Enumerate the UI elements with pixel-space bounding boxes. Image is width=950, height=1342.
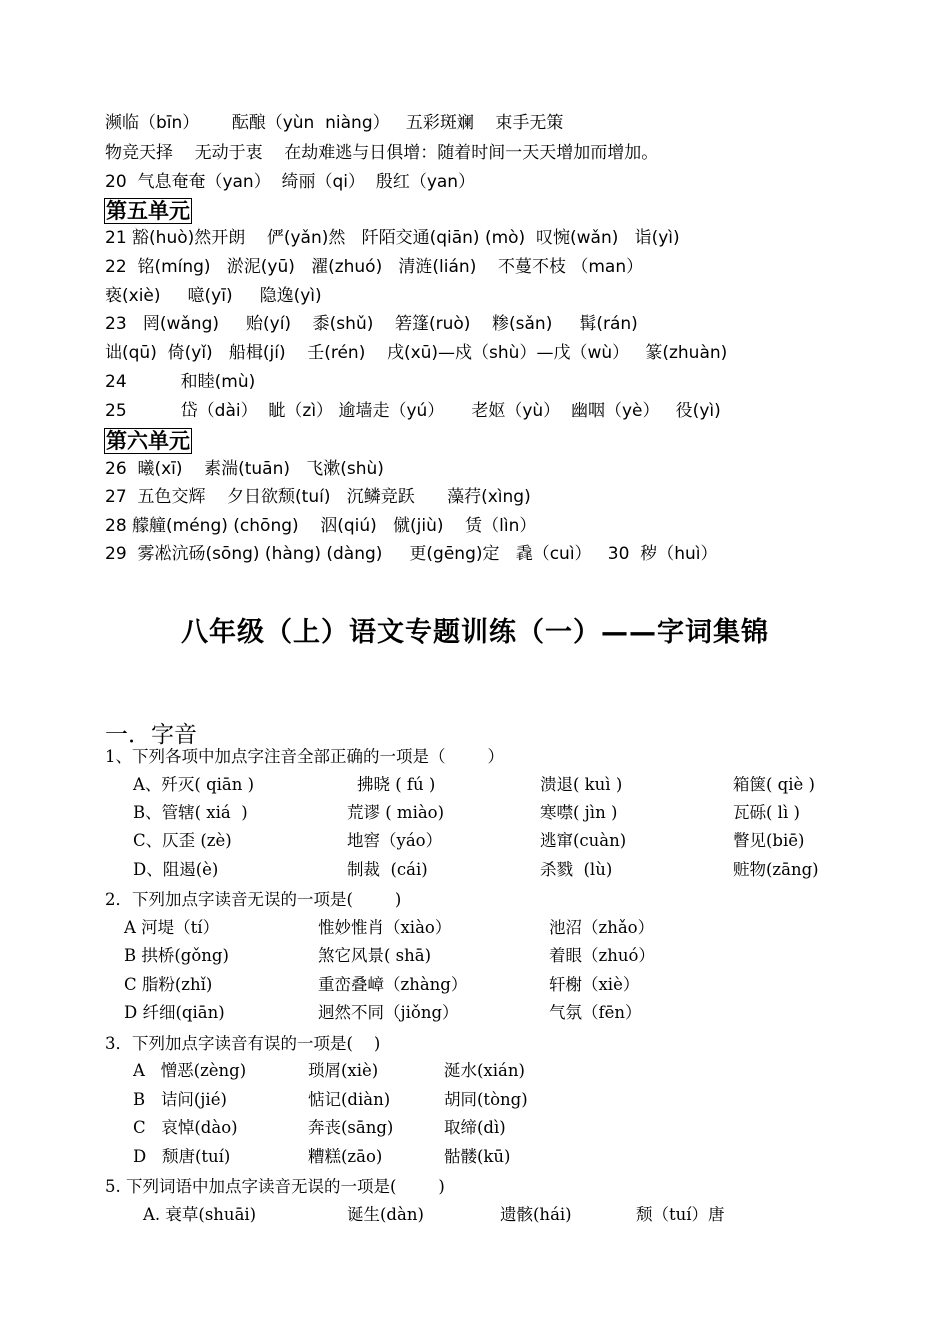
question-stem: 3．下列加点字读音有误的一项是( ): [105, 1034, 381, 1053]
option-cell: B 拱桥(gǒng): [124, 946, 229, 965]
option-cell: 拂晓 ( fú ): [357, 775, 436, 794]
unit-five-heading: 第五单元: [106, 199, 190, 223]
option-cell: 轩榭（xiè）: [549, 975, 640, 994]
option-cell: 煞它风景( shā): [318, 946, 432, 965]
option-cell: 取缔(dì): [444, 1118, 506, 1137]
option-cell: 逃窜(cuàn): [540, 831, 627, 850]
vocab-line: 22 铭(míng) 淤泥(yū) 濯(zhuó) 清涟(lián) 不蔓不枝 （man）: [105, 257, 644, 277]
option-cell: 瞥见(biē): [733, 831, 805, 850]
page-title: 八年级（上）语文专题训练（一）——字词集锦: [181, 617, 769, 648]
option-cell: D、阻遏(è): [133, 860, 219, 879]
option-cell: 赃物(zāng): [733, 860, 819, 879]
option-cell: 瓦砾( lì ): [733, 803, 800, 822]
option-cell: 着眼（zhuó）: [549, 946, 655, 965]
option-cell: A 憎恶(zèng): [133, 1061, 247, 1080]
option-cell: 迥然不同（jiǒng）: [318, 1003, 459, 1022]
option-cell: 溃退( kuì ): [540, 775, 623, 794]
option-cell: 荒谬 ( miào): [347, 803, 445, 822]
option-cell: 胡同(tòng): [444, 1090, 528, 1109]
question-stem: 2．下列加点字读音无误的一项是( ): [105, 890, 402, 909]
option-cell: C 哀悼(dào): [133, 1118, 238, 1137]
option-cell: 地窖（yáo）: [347, 831, 443, 850]
option-cell: B 诘问(jié): [133, 1090, 227, 1109]
vocab-line: 25 岱（dài） 眦（zì） 逾墙走（yú） 老妪（yù） 幽咽（yè） 役(yì): [105, 401, 721, 421]
option-cell: 惟妙惟肖（xiào）: [318, 918, 452, 937]
option-cell: 制裁 (cái): [347, 860, 428, 879]
option-cell: 颓（tuí）唐: [636, 1205, 725, 1224]
option-cell: 池沼（zhǎo）: [549, 918, 655, 937]
option-cell: 箱箧( qiè ): [733, 775, 815, 794]
option-cell: 琐屑(xiè): [308, 1061, 379, 1080]
option-cell: 糟糕(zāo): [308, 1147, 383, 1166]
vocab-line: 23 罔(wǎng) 贻(yí) 黍(shǔ) 箬篷(ruò) 糁(sǎn) 髯(rán): [105, 314, 638, 334]
option-cell: A 河堤（tí）: [124, 918, 220, 937]
option-cell: C 脂粉(zhǐ): [124, 975, 213, 994]
vocab-line: 24 和睦(mù): [105, 372, 256, 392]
vocab-line: 20 气息奄奄（yan） 绮丽（qi） 殷红（yan）: [105, 172, 476, 192]
vocab-line: 亵(xiè) 噫(yī) 隐逸(yì): [105, 286, 322, 306]
option-cell: 骷髅(kū): [444, 1147, 511, 1166]
option-cell: 重峦叠嶂（zhàng）: [318, 975, 468, 994]
vocab-line: 27 五色交辉 夕日欲颓(tuí) 沉鳞竞跃 藻荇(xìng): [105, 487, 531, 507]
vocab-line: 21 豁(huò)然开朗 俨(yǎn)然 阡陌交通(qiān) (mò) 叹惋(wǎn) 诣(yì): [105, 228, 680, 248]
vocab-line: 物竞天择 无动于衷 在劫难逃与日俱增：随着时间一天天增加而增加。: [105, 143, 659, 163]
option-cell: 寒噤( jìn ): [540, 803, 618, 822]
unit-six-heading: 第六单元: [106, 429, 190, 453]
option-cell: D 颓唐(tuí): [133, 1147, 231, 1166]
option-cell: A、歼灭( qiān ): [133, 775, 255, 794]
option-cell: 惦记(diàn): [308, 1090, 391, 1109]
option-cell: 涎水(xián): [444, 1061, 525, 1080]
vocab-line: 29 雾凇沆砀(sōng) (hàng) (dàng) 更(gēng)定 毳（cuì） 30 秽（huì）: [105, 544, 718, 564]
option-cell: 遗骸(hái): [500, 1205, 572, 1224]
section-heading: 一．字音: [105, 722, 197, 748]
vocab-line: 濒临（bīn） 酝酿（yùn niàng） 五彩斑斓 束手无策: [105, 113, 564, 133]
vocab-line: 28 艨艟(méng) (chōng) 泅(qiú) 僦(jiù) 赁（lìn）: [105, 516, 537, 536]
option-cell: 奔丧(sāng): [308, 1118, 394, 1137]
option-cell: 诞生(dàn): [347, 1205, 424, 1224]
question-stem: 5. 下列词语中加点字读音无误的一项是( ): [105, 1177, 445, 1196]
option-cell: 杀戮 (lù): [540, 860, 613, 879]
vocab-line: 26 曦(xī) 素湍(tuān) 飞漱(shù): [105, 459, 384, 479]
vocab-line: 诎(qū) 倚(yǐ) 船楫(jí) 壬(rén) 戌(xū)—戍（shù）—戊（wù） 篆(zhuàn): [105, 343, 728, 363]
option-cell: A. 衰草(shuāi): [143, 1205, 257, 1224]
option-cell: 气氛（fēn）: [549, 1003, 642, 1022]
option-cell: D 纤细(qiān): [124, 1003, 225, 1022]
option-cell: B、管辖( xiá ): [133, 803, 248, 822]
option-cell: C、仄歪 (zè): [133, 831, 232, 850]
question-stem: 1、下列各项中加点字注音全部正确的一项是（ ）: [105, 747, 504, 766]
